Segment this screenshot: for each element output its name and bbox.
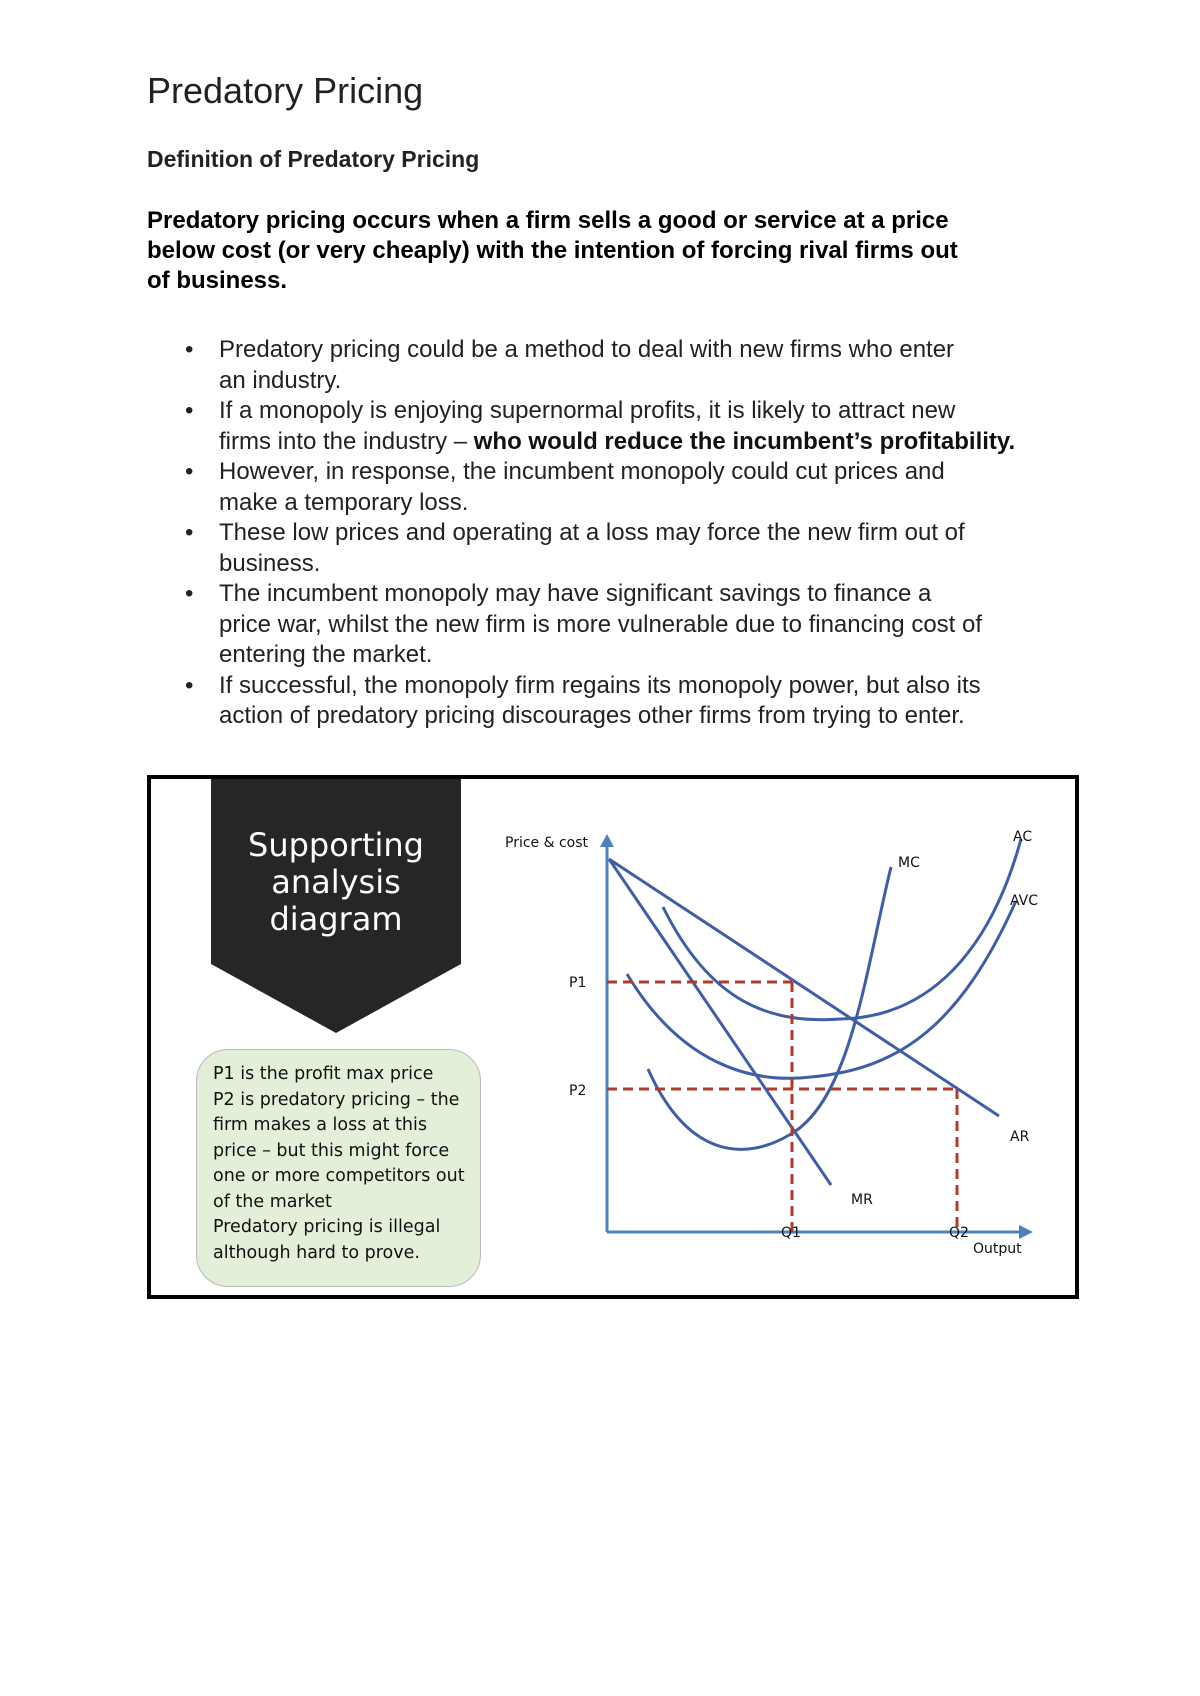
supporting-analysis-figure <box>147 775 1079 1299</box>
bullet-line: Predatory pricing could be a method to deal with new firms who enter <box>219 336 955 363</box>
note-line: price – but this might force <box>213 1140 450 1161</box>
page-title: Predatory Pricing <box>147 70 424 111</box>
bullet-item <box>147 671 1077 732</box>
bullet-item <box>147 518 1077 579</box>
avc-curve <box>627 901 1016 1078</box>
bullet-icon: • <box>185 519 194 546</box>
note-line: P2 is predatory pricing – the <box>213 1089 460 1110</box>
bullet-icon: • <box>185 580 194 607</box>
y-axis-label: Price & cost <box>505 835 589 851</box>
bullet-icon: • <box>185 397 194 424</box>
note-line: one or more competitors out <box>213 1166 465 1186</box>
bullet-list <box>147 335 1077 732</box>
bullet-line: However, in response, the incumbent monopoly could cut prices and <box>219 458 945 485</box>
bullet-icon: • <box>185 458 194 485</box>
bullet-line: business. <box>219 549 321 577</box>
mr-label: MR <box>851 1192 873 1208</box>
bullet-line: If successful, the monopoly firm regains its monopoly power, but also its <box>219 671 981 699</box>
bullet-item <box>147 335 1077 396</box>
bullet-item <box>147 457 1077 518</box>
avc-label: AVC <box>1010 893 1039 909</box>
definition-line: below cost (or very cheaply) with the intention of forcing rival firms out <box>147 237 958 264</box>
note-line: although hard to prove. <box>213 1242 420 1263</box>
bullet-line: action of predatory pricing discourages other firms from trying to enter. <box>219 702 965 729</box>
bullet-item <box>147 579 1077 671</box>
bullet-item <box>147 396 1077 457</box>
note-line: Predatory pricing is illegal <box>213 1217 441 1237</box>
explanation-note <box>196 1049 481 1287</box>
bullet-icon: • <box>185 336 194 363</box>
definition-line: of business. <box>147 267 288 294</box>
section-heading: Definition of Predatory Pricing <box>147 146 480 172</box>
note-line: of the market <box>213 1191 332 1212</box>
bullet-line-start: firms into the industry – <box>219 427 474 455</box>
bullet-icon: • <box>185 671 194 699</box>
x-axis-label: Output <box>973 1241 1022 1257</box>
q2-label: Q2 <box>949 1225 969 1241</box>
definition-paragraph <box>147 206 1047 296</box>
bullet-line: price war, whilst the new firm is more vulnerable due to financing cost of <box>219 610 983 638</box>
bullet-line: an industry. <box>219 366 342 394</box>
note-line: firm makes a loss at this <box>213 1115 427 1135</box>
definition-line: Predatory pricing occurs when a firm sells a good or service at a price <box>147 207 949 234</box>
y-axis-arrow <box>600 834 614 847</box>
banner-line: diagram <box>269 900 403 938</box>
x-axis-arrow <box>1019 1225 1033 1239</box>
bullet-line: make a temporary loss. <box>219 488 469 516</box>
banner-line: Supporting <box>248 826 424 864</box>
ac-label: AC <box>1013 829 1033 845</box>
q1-label: Q1 <box>781 1225 801 1241</box>
bullet-line <box>219 427 1077 458</box>
banner-line: analysis <box>271 863 401 901</box>
bullet-bold-text: who would reduce the incumbent’s profitability. <box>473 427 1016 455</box>
bullet-line: The incumbent monopoly may have significant savings to finance a <box>219 580 932 607</box>
ar-label: AR <box>1010 1129 1030 1145</box>
p1-label: P1 <box>569 975 587 991</box>
p2-label: P2 <box>569 1083 587 1099</box>
bullet-line: If a monopoly is enjoying supernormal profits, it is likely to attract new <box>219 397 956 424</box>
bullet-line: entering the market. <box>219 641 433 668</box>
bullet-line: These low prices and operating at a loss may force the new firm out of <box>219 519 965 546</box>
mc-label: MC <box>898 855 920 871</box>
note-line: P1 is the profit max price <box>213 1064 434 1084</box>
mr-curve <box>609 859 831 1185</box>
